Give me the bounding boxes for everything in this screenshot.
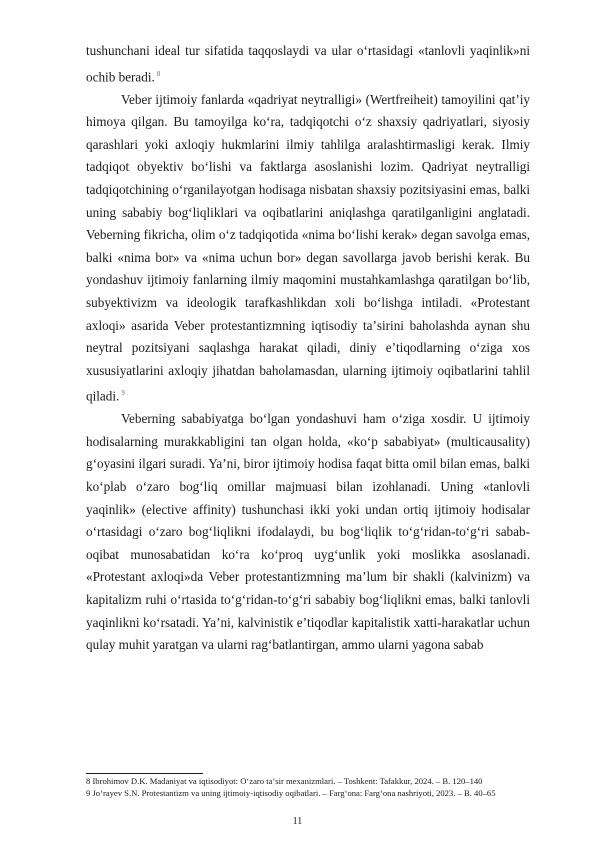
- paragraph-1: [86, 40, 530, 89]
- page-body: [86, 40, 530, 657]
- paragraph-2-text: Veber ijtimoiy fanlarda «qadriyat neytralligi» (Wertfreiheit) tamoyilini qatʼiy himoya qilgan. Bu tamoyilga koʻra, tadqiqotchi oʻz shaxsiy qadriyatlari, siyosiy qarashlari yoki axloqiy hukmlarini ilmiy tahlilga aralashtirmasligi kerak. Ilmiy tadqiqot obyektiv boʻlishi va faktlarga asoslanishi lozim. Qadriyat neytralligi tadqiqotchining oʻrganilayotgan hodisaga nisbatan shaxsiy pozitsiyasini emas, balki uning sababiy bogʻliqliklari va oqibatlarini aniqlashga qaratilganligini anglatadi. Veberning fikricha, olim oʻz tadqiqotida «nima boʻlishi kerak» degan savolga emas, balki «nima bor» va «nima uchun bor» degan savollarga javob berishi kerak. Bu yondashuv ijtimoiy fanlarning ilmiy maqomini mustahkamlashga qaratilgan boʻlib, subyektivizm va ideologik tarafkashlikdan xoli boʻlishga intiladi. «Protestant axloqi» asarida Veber protestantizmning iqtisodiy taʼsirini baholashda aynan shu neytral pozitsiyani saqlashga harakat qiladi, diniy eʼtiqodlarning oʻziga xos xususiyatlarini axloqiy jihatdan baholamasdan, ularning ijtimoiy oqibatlarini tahlil qiladi.: [86, 91, 530, 404]
- page-number: 11: [292, 816, 303, 827]
- paragraph-3: [86, 408, 530, 657]
- footnote-9: 9 Joʻrayev S.N. Protestantizm va uning ijtimoiy-iqtisodiy oqibatlari. – Fargʻona: Fargʻona nashriyoti, 2023. – B. 40–65: [86, 787, 496, 798]
- paragraph-3-text: Veberning sababiyatga boʻlgan yondashuvi ham oʻziga xosdir. U ijtimoiy hodisalarning murakkabligini tan olgan holda, «koʻp sababiyat» (multicausality) gʻoyasini ilgari suradi. Yaʼni, biror ijtimoiy hodisa faqat bitta omil bilan emas, balki koʻplab oʻzaro bogʻliq omillar majmuasi bilan izohlanadi. Uning «tanlovli yaqinlik» (elective affinity) tushunchasi ikki yoki undan ortiq ijtimoiy hodisalar oʻrtasidagi oʻzaro bogʻliqlikni ifodalaydi, bu bogʻliqlik toʻgʻridan-toʻgʻri sabab-oqibat munosabatidan koʻra koʻproq uygʻunlik yoki moslikka asoslanadi. «Protestant axloqi»da Veber protestantizmning maʼlum bir shakli (kalvinizm) va kapitalizm ruhi oʻrtasida toʻgʻridan-toʻgʻri sababiy bogʻliqlikni emas, balki tanlovli yaqinlikni koʻrsatadi. Yaʼni, kalvinistik eʼtiqodlar kapitalistik xatti-harakatlar uchun qulay muhit yaratgan va ularni ragʻbatlantirgan, ammo ularni yagona sabab: [86, 411, 530, 653]
- paragraph-2: [86, 89, 530, 409]
- footnote-ref-9[interactable]: 9: [121, 389, 125, 398]
- footnotes: [86, 776, 530, 800]
- footnote-8: 8 Ibrohimov D.K. Madaniyat va iqtisodiyot: Oʻzaro taʼsir mexanizmlari. – Toshkent: Tafakkur, 2024. – B. 120–140: [86, 776, 483, 786]
- paragraph-1-text: tushunchani ideal tur sifatida taqqoslaydi va ular oʻrtasidagi «tanlovli yaqinlik»ni ochib beradi.: [86, 43, 530, 84]
- footnote-separator: [86, 773, 203, 774]
- footnote-ref-8[interactable]: 8: [156, 69, 161, 78]
